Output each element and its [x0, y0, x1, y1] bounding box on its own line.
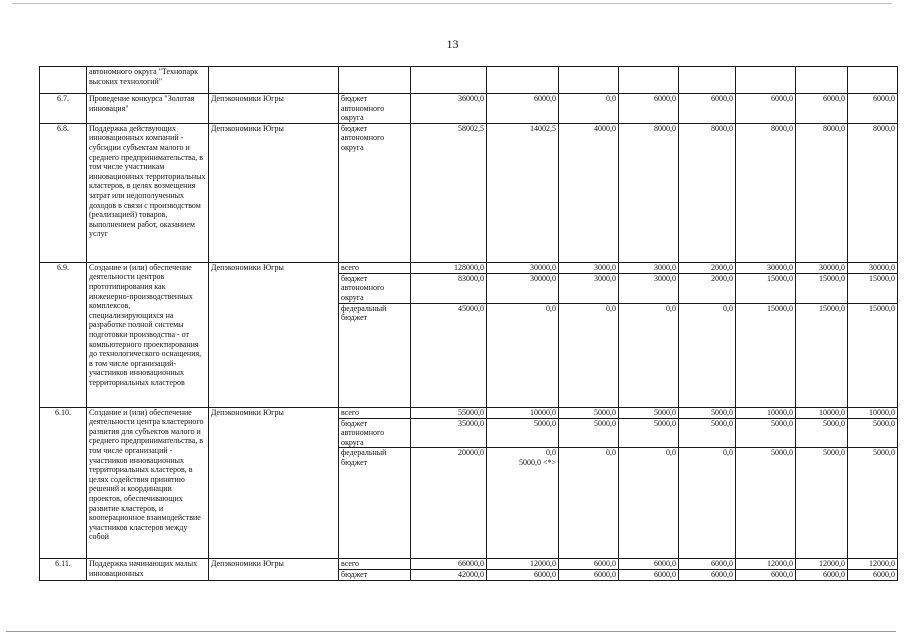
value-cell: 45000,0: [411, 303, 487, 407]
item-number: 6.9.: [40, 262, 87, 407]
item-source: бюджет автономного округа: [339, 418, 411, 448]
value-cell: 5000,0: [848, 418, 898, 448]
item-source: бюджет: [339, 570, 411, 581]
value-cell: 0,0: [487, 303, 559, 407]
budget-table: [39, 66, 898, 581]
value-cell: [619, 67, 679, 94]
value-cell: [487, 448, 559, 559]
value-cell: 58002,5: [411, 123, 487, 262]
value-amount: 0,0: [546, 448, 556, 458]
value-cell: 10000,0: [796, 407, 848, 418]
value-cell: 83000,0: [411, 273, 487, 303]
value-cell: 12000,0: [736, 559, 796, 570]
table-row: [40, 94, 898, 124]
value-cell: 5000,0: [679, 407, 736, 418]
value-cell: 6000,0: [487, 94, 559, 124]
item-executor: Депэкономики Югры: [209, 123, 339, 262]
item-name: Поддержка действующих инновационных компаний - субсидии субъектам малого и среднего предпринимательства, в том числе участникам инновационных территориальных кластеров, в целях возмещения затрат или недополученных доходов в связи с производством (реализацией) товаров, выполнением работ, оказанием услуг: [87, 123, 209, 262]
value-cell: 6000,0: [679, 94, 736, 124]
value-cell: 2000,0: [679, 262, 736, 273]
value-cell: 0,0: [559, 303, 619, 407]
value-cell: 3000,0: [619, 273, 679, 303]
item-name: Создание и (или) обеспечение деятельности центров прототипирования как инженерно-производственных комплексов, специализирующихся на разработке полной системы подготовки производства - от компьютерного проектирования до технологического оснащения, в том числе организаций-участников инновационных территориальных кластеров: [87, 262, 209, 407]
value-cell: 35000,0: [411, 418, 487, 448]
item-name: Создание и (или) обеспечение деятельности центра кластерного развития для субъектов малого и среднего предпринимательства, в том числе организаций - участников инновационных территориальных кластеров, в целях содействия принятию решений и координации проектов, обеспечивающих развитие кластеров, и кооперационное взаимодействие участников кластеров между собой: [87, 407, 209, 559]
value-cell: 3000,0: [559, 262, 619, 273]
item-number: 6.10.: [40, 407, 87, 559]
value-cell: 5000,0: [796, 448, 848, 559]
item-number: 6.7.: [40, 94, 87, 124]
value-cell: [411, 67, 487, 94]
value-cell: 10000,0: [848, 407, 898, 418]
table-row: [40, 407, 898, 418]
value-cell: 8000,0: [679, 123, 736, 262]
value-cell: 0,0: [679, 303, 736, 407]
value-cell: 6000,0: [487, 570, 559, 581]
value-cell: 8000,0: [848, 123, 898, 262]
value-cell: 8000,0: [736, 123, 796, 262]
value-cell: 6000,0: [679, 559, 736, 570]
value-cell: 5000,0: [736, 418, 796, 448]
value-cell: 5000,0: [848, 448, 898, 559]
value-cell: 15000,0: [736, 273, 796, 303]
table-row: [40, 67, 898, 94]
value-cell: 6000,0: [736, 94, 796, 124]
value-cell: [559, 67, 619, 94]
value-cell: 10000,0: [487, 407, 559, 418]
value-cell: 30000,0: [487, 262, 559, 273]
value-cell: 8000,0: [619, 123, 679, 262]
item-source: всего: [339, 559, 411, 570]
value-cell: 8000,0: [796, 123, 848, 262]
value-cell: 10000,0: [736, 407, 796, 418]
value-cell: [736, 67, 796, 94]
table-row: [40, 559, 898, 570]
value-cell: 0,0: [559, 94, 619, 124]
value-cell: 6000,0: [559, 559, 619, 570]
value-cell: 30000,0: [487, 273, 559, 303]
value-cell: 0,0: [679, 448, 736, 559]
item-source: всего: [339, 407, 411, 418]
table-row: [40, 123, 898, 262]
value-cell: 15000,0: [736, 303, 796, 407]
value-cell: 66000,0: [411, 559, 487, 570]
value-cell: [796, 67, 848, 94]
footnote-amount: 5000,0 <*>: [518, 457, 556, 467]
item-number: [40, 67, 87, 94]
value-cell: 6000,0: [559, 570, 619, 581]
value-cell: 5000,0: [679, 418, 736, 448]
value-cell: 30000,0: [736, 262, 796, 273]
item-name: автономного округа "Технопарк высоких технологий": [87, 67, 209, 94]
item-source: бюджет автономного округа: [339, 273, 411, 303]
scan-edge-top: [12, 3, 892, 4]
value-cell: 5000,0: [559, 407, 619, 418]
value-cell: 0,0: [619, 303, 679, 407]
value-cell: 20000,0: [411, 448, 487, 559]
value-cell: 3000,0: [619, 262, 679, 273]
value-cell: 14002,5: [487, 123, 559, 262]
value-cell: 6000,0: [848, 94, 898, 124]
value-cell: 5000,0: [619, 418, 679, 448]
value-cell: 30000,0: [848, 262, 898, 273]
item-executor: Депэкономики Югры: [209, 559, 339, 581]
page-number: 13: [446, 37, 459, 51]
item-executor: Депэкономики Югры: [209, 262, 339, 407]
item-name: Проведение конкурса "Золотая инновация": [87, 94, 209, 124]
value-cell: 15000,0: [796, 273, 848, 303]
value-cell: 6000,0: [796, 570, 848, 581]
value-cell: 15000,0: [796, 303, 848, 407]
item-executor: Депэкономики Югры: [209, 94, 339, 124]
value-cell: 12000,0: [848, 559, 898, 570]
value-cell: 128000,0: [411, 262, 487, 273]
item-executor: Депэкономики Югры: [209, 407, 339, 559]
value-cell: 3000,0: [559, 273, 619, 303]
value-cell: 6000,0: [736, 570, 796, 581]
value-cell: 5000,0: [559, 418, 619, 448]
value-cell: 15000,0: [848, 273, 898, 303]
item-source: всего: [339, 262, 411, 273]
value-cell: 0,0: [559, 448, 619, 559]
value-cell: 12000,0: [487, 559, 559, 570]
value-cell: 4000,0: [559, 123, 619, 262]
item-source: [339, 67, 411, 94]
value-cell: 5000,0: [487, 418, 559, 448]
value-cell: 12000,0: [796, 559, 848, 570]
value-cell: 6000,0: [796, 94, 848, 124]
value-cell: 6000,0: [619, 559, 679, 570]
value-cell: 5000,0: [619, 407, 679, 418]
value-cell: 30000,0: [796, 262, 848, 273]
value-cell: 42000,0: [411, 570, 487, 581]
item-executor: [209, 67, 339, 94]
item-name: Поддержка начинающих малых инновационных: [87, 559, 209, 581]
value-cell: 55000,0: [411, 407, 487, 418]
value-cell: 6000,0: [619, 570, 679, 581]
value-cell: 15000,0: [848, 303, 898, 407]
table-row: [40, 262, 898, 273]
item-number: 6.11.: [40, 559, 87, 581]
item-source: федеральный бюджет: [339, 303, 411, 407]
value-cell: 2000,0: [679, 273, 736, 303]
item-source: бюджет автономного округа: [339, 123, 411, 262]
value-cell: 5000,0: [796, 418, 848, 448]
value-cell: 6000,0: [619, 94, 679, 124]
value-cell: [487, 67, 559, 94]
value-cell: [848, 67, 898, 94]
item-source: бюджет автономного округа: [339, 94, 411, 124]
item-source: федеральный бюджет: [339, 448, 411, 559]
value-cell: 6000,0: [848, 570, 898, 581]
value-cell: 5000,0: [736, 448, 796, 559]
item-number: 6.8.: [40, 123, 87, 262]
scan-edge-bottom: [6, 631, 896, 632]
value-cell: 0,0: [619, 448, 679, 559]
value-cell: 6000,0: [679, 570, 736, 581]
value-cell: 36000,0: [411, 94, 487, 124]
value-cell: [679, 67, 736, 94]
